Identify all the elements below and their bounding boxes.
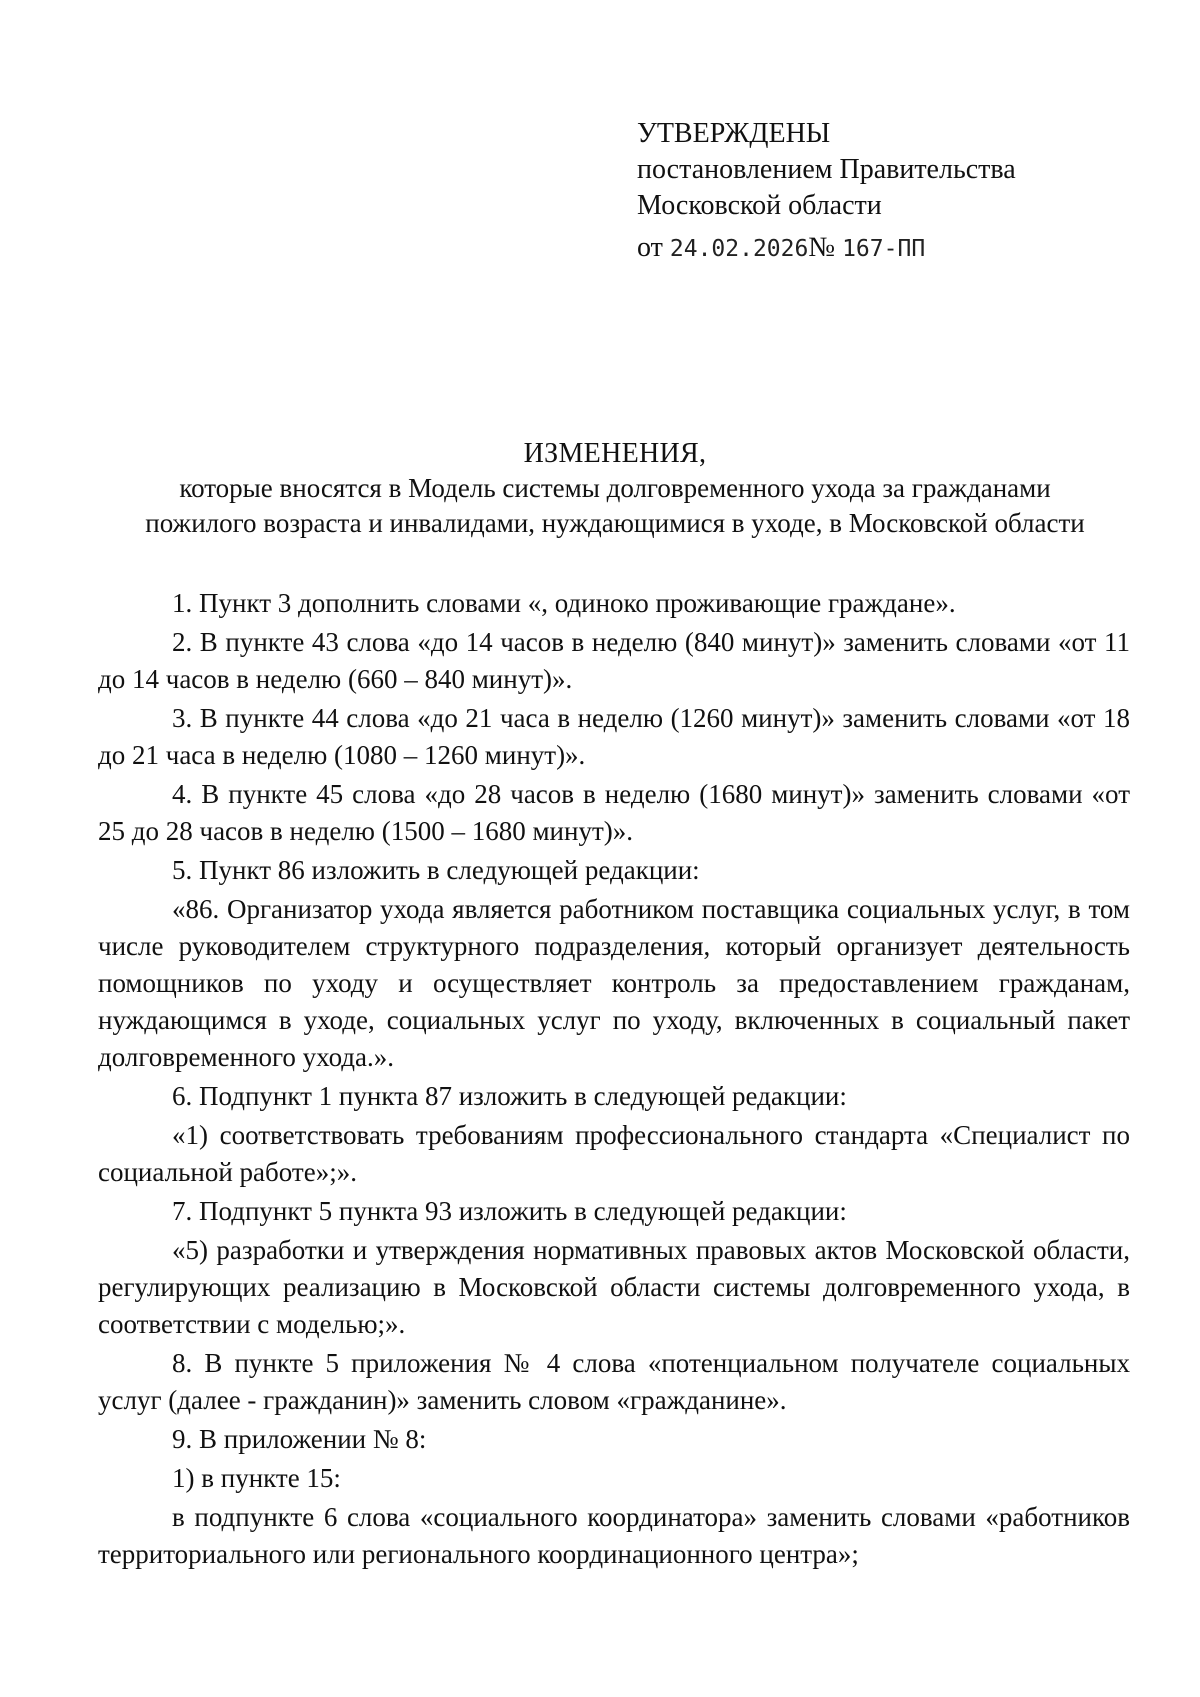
paragraph-item-7-text: «5) разработки и утверждения нормативных правовых актов Московской области, регулирующих реализацию в Московской области системы долговременного ухода, в соответствии с моделью;». bbox=[98, 1235, 1130, 1339]
approval-status: УТВЕРЖДЕНЫ bbox=[637, 118, 831, 149]
approval-date-prefix: от bbox=[637, 232, 663, 263]
paragraph-item-6-text: «1) соответствовать требованиям профессионального стандарта «Специалист по социальной работе»;». bbox=[98, 1120, 1130, 1187]
paragraph-item-5: 5. Пункт 86 изложить в следующей редакции: bbox=[172, 855, 700, 885]
paragraph-item-7: 7. Подпункт 5 пункта 93 изложить в следующей редакции: bbox=[172, 1196, 847, 1226]
paragraph-item-4: 4. В пункте 45 слова «до 28 часов в неделю (1680 минут)» заменить словами «от 25 до 28 часов в неделю (1500 – 1680 минут)». bbox=[98, 779, 1130, 846]
document-body bbox=[98, 585, 1130, 1573]
paragraph-item-9-sub-1-text: в подпункте 6 слова «социального координатора» заменить словами «работников территориального или регионального координационного центра»; bbox=[98, 1502, 1130, 1569]
approval-number-sign: № bbox=[808, 232, 836, 263]
paragraph-item-1: 1. Пункт 3 дополнить словами «, одиноко проживающие граждане». bbox=[172, 588, 956, 618]
approval-date: 24.02.2026 bbox=[669, 236, 809, 262]
approval-number: 167-ПП bbox=[842, 236, 926, 262]
title-subline-1: которые вносятся в Модель системы долговременного ухода за гражданами bbox=[179, 473, 1051, 503]
paragraph-item-3: 3. В пункте 44 слова «до 21 часа в неделю (1260 минут)» заменить словами «от 18 до 21 часа в неделю (1080 – 1260 минут)». bbox=[98, 703, 1130, 770]
title-subline-2: пожилого возраста и инвалидами, нуждающимися в уходе, в Московской области bbox=[145, 508, 1085, 538]
approval-line-government: постановлением Правительства bbox=[637, 154, 1016, 185]
paragraph-item-6: 6. Подпункт 1 пункта 87 изложить в следующей редакции: bbox=[172, 1081, 847, 1111]
approval-stamp bbox=[637, 116, 1117, 267]
paragraph-item-2: 2. В пункте 43 слова «до 14 часов в неделю (840 минут)» заменить словами «от 11 до 14 часов в неделю (660 – 840 минут)». bbox=[98, 627, 1130, 694]
paragraph-item-5-text: «86. Организатор ухода является работником поставщика социальных услуг, в том числе руководителем структурного подразделения, который организует деятельность помощников по уходу и осуществляет контроль за предоставлением гражданам, нуждающимся в уходе, социальных услуг по уходу, включенных в социальный пакет долговременного ухода.». bbox=[98, 894, 1130, 1072]
title-heading: ИЗМЕНЕНИЯ, bbox=[523, 438, 707, 469]
paragraph-item-9-sub-1: 1) в пункте 15: bbox=[172, 1463, 341, 1493]
approval-date-row bbox=[637, 230, 1117, 267]
approval-line-region: Московской области bbox=[637, 190, 882, 221]
paragraph-item-9: 9. В приложении № 8: bbox=[172, 1424, 427, 1454]
document-title bbox=[100, 436, 1130, 541]
paragraph-item-8: 8. В пункте 5 приложения № 4 слова «потенциальном получателе социальных услуг (далее - гражданин)» заменить словом «гражданине». bbox=[98, 1348, 1130, 1415]
